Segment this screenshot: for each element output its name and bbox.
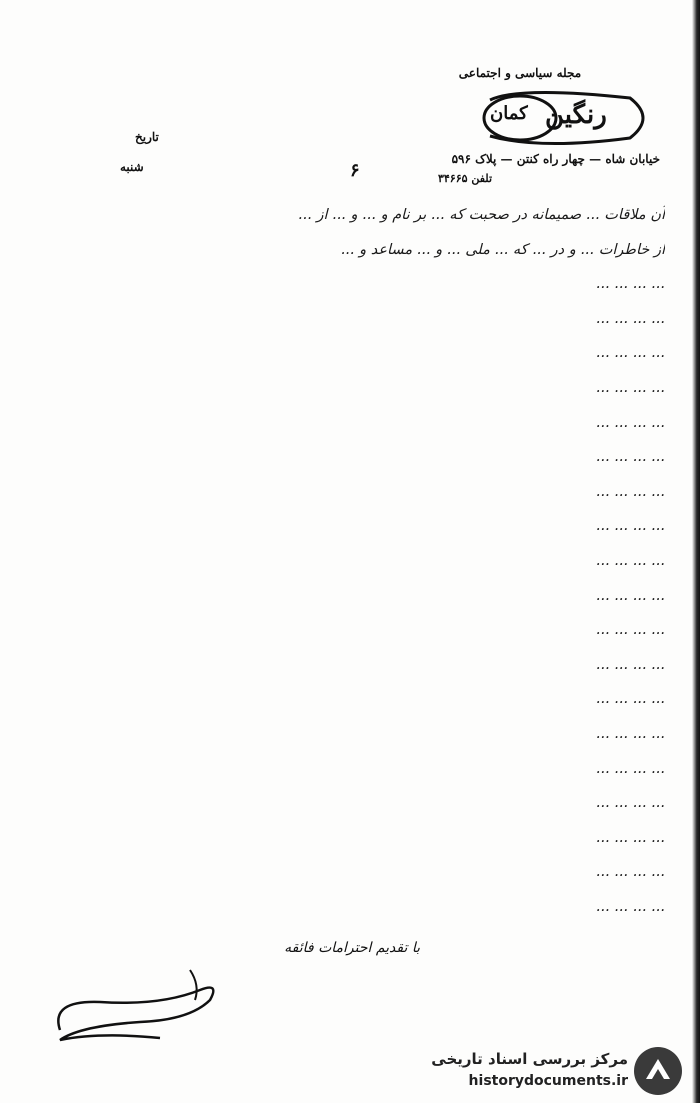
letterhead-title-small: کمان <box>490 103 528 124</box>
letter-line: ... ... ... ... <box>595 414 665 431</box>
watermark-org-name: مرکز بررسی اسناد تاریخی <box>431 1050 628 1068</box>
letter-line: آن ‌‌ملاقات ... صمیمانه در صحبت که ... بر نام و ... و ... از ... <box>298 207 665 223</box>
letterhead-address: خیابان شاه — چهار راه کنتن — پلاک ۵۹۶ <box>451 152 660 166</box>
letter-line: ... ... ... ... <box>595 760 665 777</box>
letter-line: ... ... ... ... <box>595 310 665 327</box>
letter-line: ... ... ... ... <box>595 622 665 639</box>
letter-body <box>40 198 665 924</box>
letterhead-subtitle: مجله سیاسی و اجتماعی <box>458 66 582 80</box>
letter-line: ... ... ... ... <box>595 587 665 604</box>
letter-line: ... ... ... ... <box>595 276 665 293</box>
watermark-url: historydocuments.ir <box>468 1073 628 1089</box>
letter-line: ... ... ... ... <box>595 483 665 500</box>
letter-line: ... ... ... ... <box>595 518 665 535</box>
scan-edge-shadow <box>692 0 700 1103</box>
letter-closing: با تقدیم احترامات فائقه <box>284 940 420 956</box>
letter-line: ... ... ... ... <box>595 829 665 846</box>
letter-line: ... ... ... ... <box>595 864 665 881</box>
letter-line: ... ... ... ... <box>595 449 665 466</box>
day-label: شنبه <box>120 160 144 174</box>
date-label: تاریخ <box>135 130 159 144</box>
letter-line: ... ... ... ... <box>595 552 665 569</box>
letter-line: ... ... ... ... <box>595 898 665 915</box>
letter-line: ... ... ... ... <box>595 795 665 812</box>
letterhead-phone: تلفن ۳۴۶۶۵ <box>437 172 493 185</box>
letter-line: ... ... ... ... <box>595 345 665 362</box>
letterhead-title: رنگین <box>545 100 607 130</box>
archive-logo-icon <box>632 1045 684 1097</box>
letter-line: ... ... ... ... <box>595 725 665 742</box>
letter-line: ... ... ... ... <box>595 379 665 396</box>
letter-line: ... ... ... ... <box>595 656 665 673</box>
handwritten-signature <box>40 960 260 1050</box>
letter-line: از خاطرات ... و در ... که ... ملی ... و ... مساعد و ... <box>340 241 665 258</box>
letter-line: ... ... ... ... <box>595 691 665 708</box>
page-number: ۶ <box>350 160 360 181</box>
